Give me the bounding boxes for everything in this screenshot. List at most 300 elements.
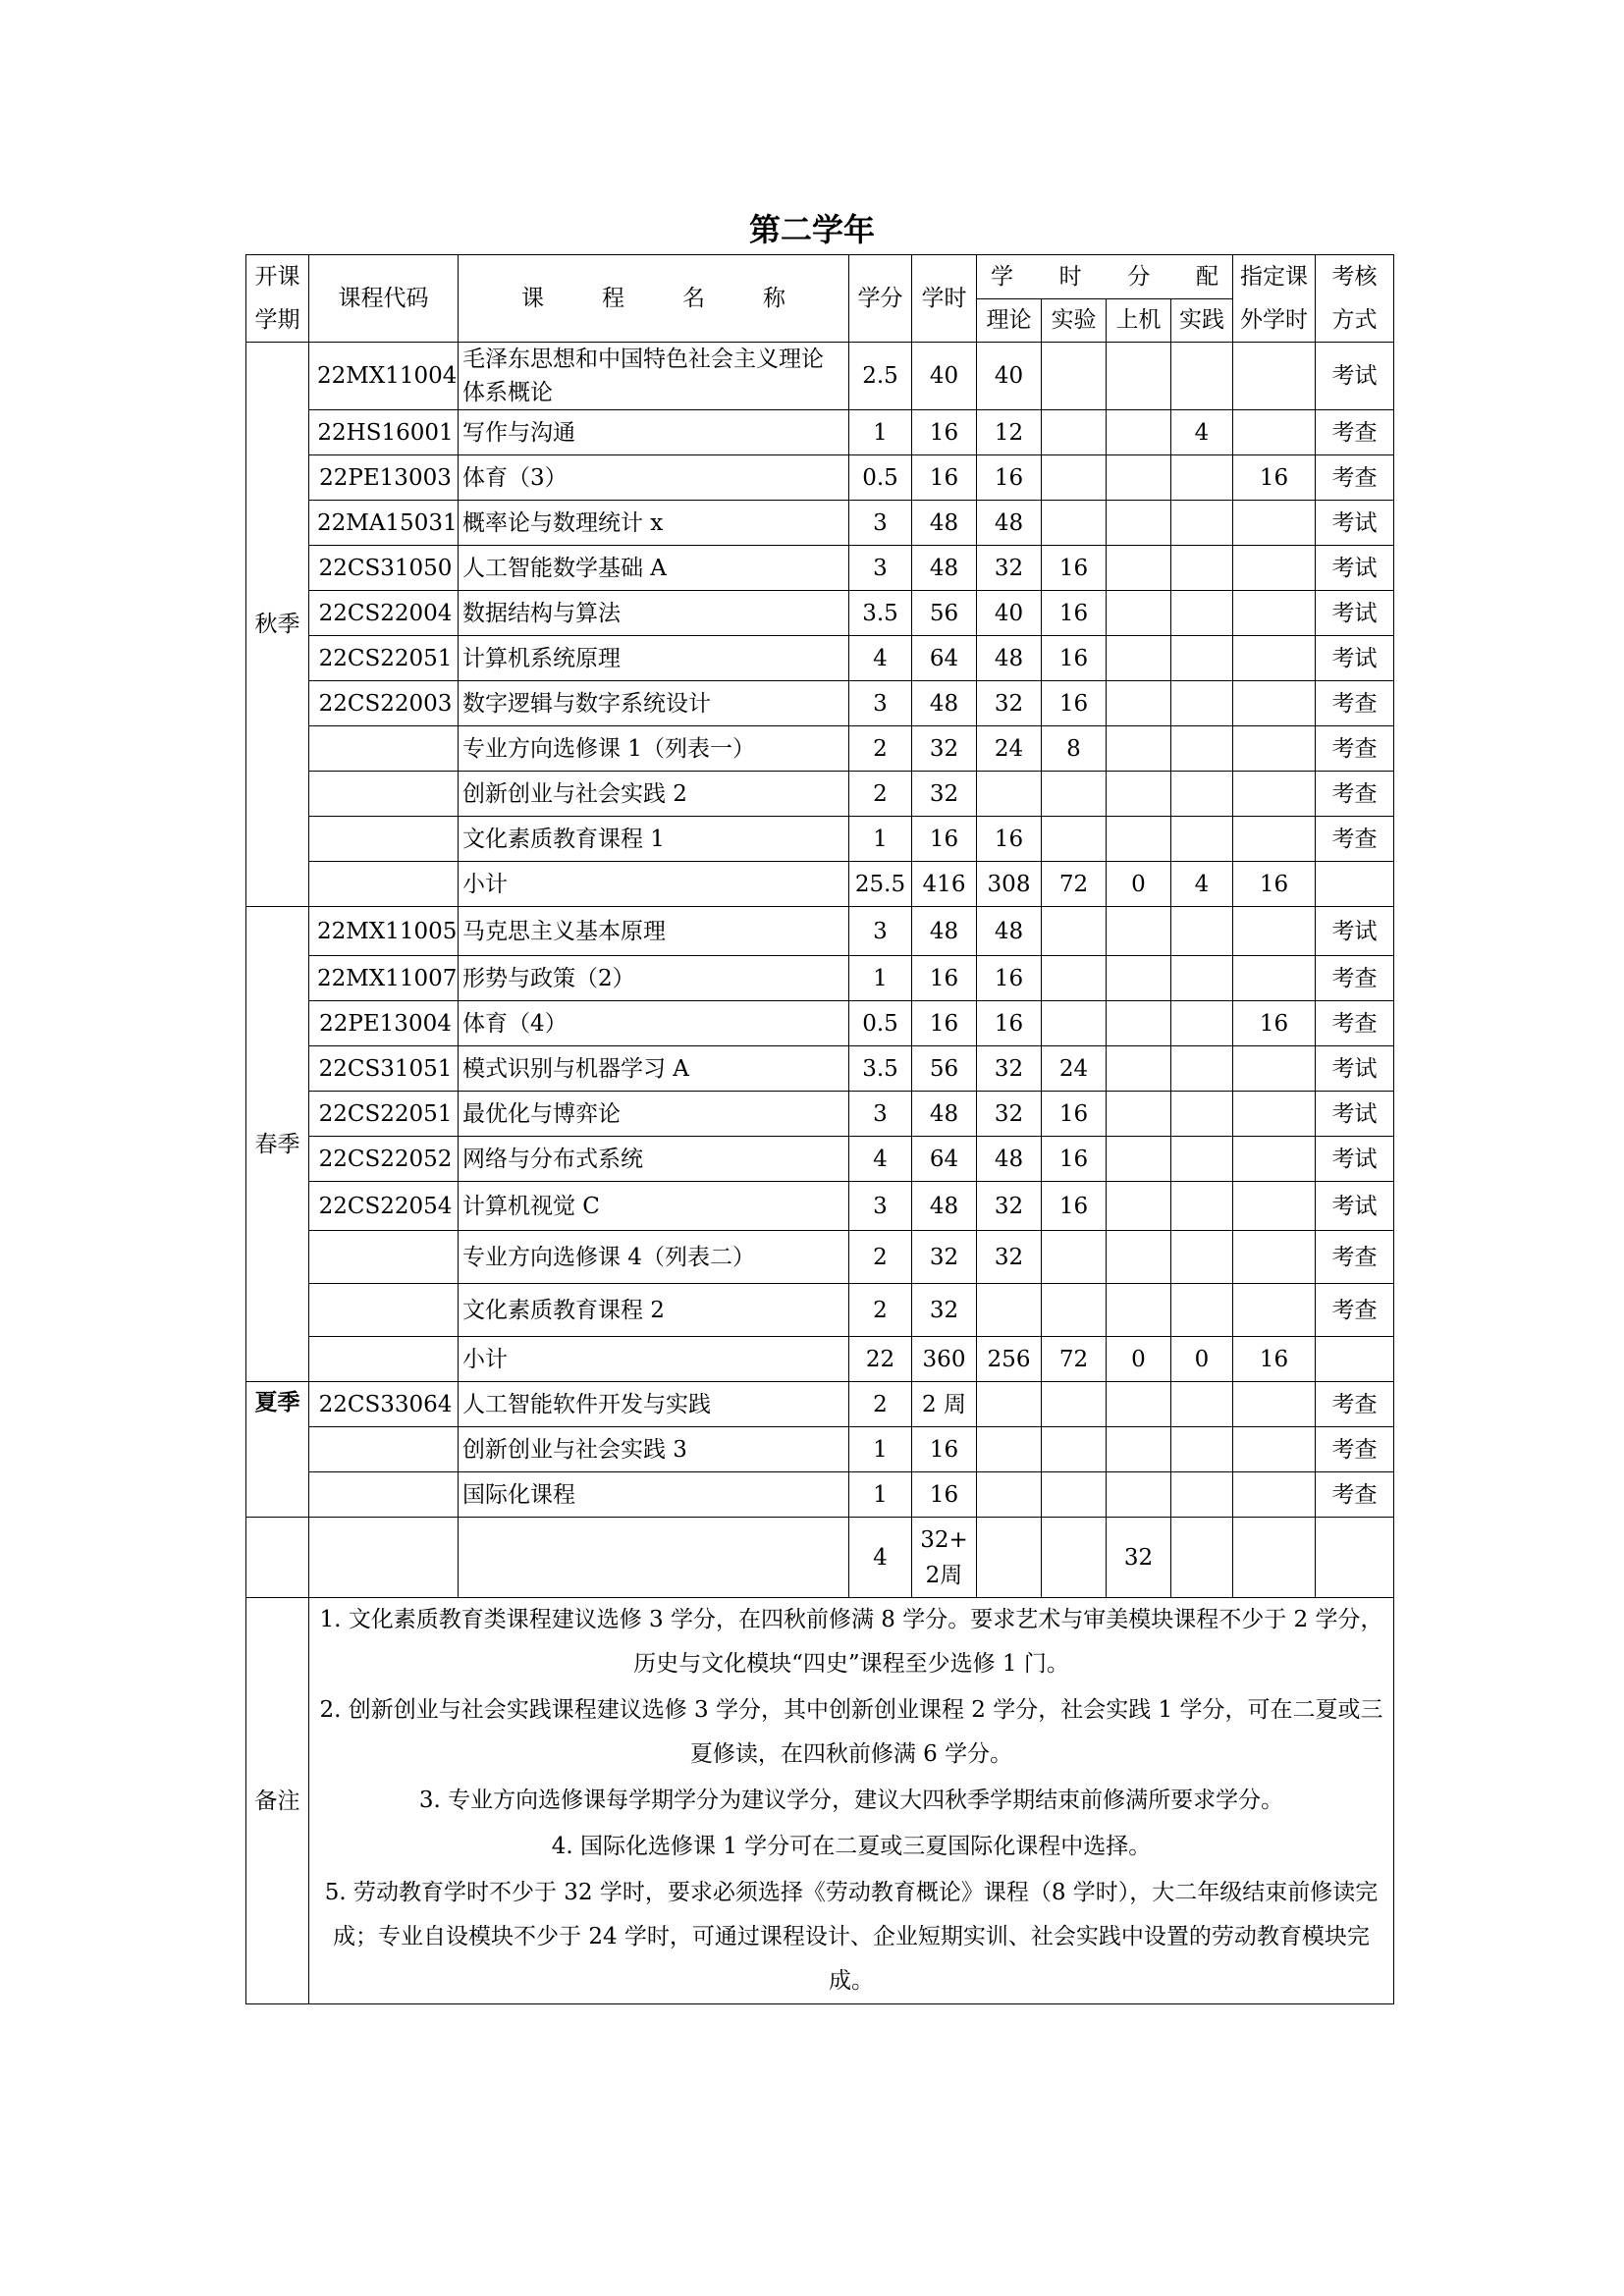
spring-semester-label: 春季 (246, 907, 309, 1382)
cell-computer (1107, 1427, 1171, 1472)
cell-name: 专业方向选修课 4（列表二） (459, 1231, 849, 1284)
cell-credit: 3.5 (849, 1046, 912, 1092)
autumn-row (246, 862, 1394, 907)
autumn-row (246, 455, 1394, 501)
cell-practice (1171, 817, 1233, 862)
cell-exam: 考查 (1316, 1284, 1394, 1337)
cell-exam: 考试 (1316, 343, 1394, 410)
total-code (309, 1518, 459, 1598)
cell-exam: 考查 (1316, 1472, 1394, 1518)
cell-extra (1233, 636, 1316, 681)
cell-hours: 360 (912, 1337, 977, 1382)
total-row (246, 1518, 1394, 1598)
cell-lab: 8 (1042, 726, 1107, 772)
summer-semester-label: 夏季 (246, 1382, 309, 1518)
cell-hours: 64 (912, 636, 977, 681)
spring-row (246, 1046, 1394, 1092)
cell-credit: 4 (849, 636, 912, 681)
cell-computer (1107, 455, 1171, 501)
cell-extra (1233, 1046, 1316, 1092)
cell-theory: 16 (977, 1001, 1042, 1046)
header-theory: 理论 (977, 298, 1042, 343)
cell-practice (1171, 1231, 1233, 1284)
cell-hours: 16 (912, 956, 977, 1001)
notes-body (309, 1598, 1394, 2004)
cell-computer (1107, 1231, 1171, 1284)
cell-computer (1107, 636, 1171, 681)
cell-name: 专业方向选修课 1（列表一） (459, 726, 849, 772)
cell-credit: 3 (849, 501, 912, 546)
cell-credit: 2 (849, 772, 912, 817)
cell-code (309, 817, 459, 862)
cell-theory: 16 (977, 956, 1042, 1001)
cell-lab: 24 (1042, 1046, 1107, 1092)
cell-name: 小计 (459, 1337, 849, 1382)
summer-row (246, 1382, 1394, 1427)
cell-hours: 48 (912, 501, 977, 546)
cell-computer (1107, 956, 1171, 1001)
total-practice (1171, 1518, 1233, 1598)
cell-computer (1107, 1137, 1171, 1182)
cell-hours: 16 (912, 1472, 977, 1518)
cell-code: 22CS22003 (309, 681, 459, 726)
cell-lab (1042, 410, 1107, 455)
cell-credit: 0.5 (849, 1001, 912, 1046)
cell-theory: 12 (977, 410, 1042, 455)
cell-hours: 48 (912, 546, 977, 591)
cell-lab (1042, 907, 1107, 956)
cell-exam (1316, 1337, 1394, 1382)
header-lab: 实验 (1042, 298, 1107, 343)
cell-hours: 32 (912, 726, 977, 772)
cell-credit: 1 (849, 1427, 912, 1472)
header-dist-char: 时 (1058, 263, 1082, 290)
cell-code: 22CS22051 (309, 636, 459, 681)
cell-theory: 32 (977, 1092, 1042, 1137)
cell-theory: 40 (977, 343, 1042, 410)
page-title: 第二学年 (748, 211, 875, 248)
cell-computer (1107, 1472, 1171, 1518)
cell-practice (1171, 772, 1233, 817)
cell-name: 网络与分布式系统 (459, 1137, 849, 1182)
cell-computer (1107, 1092, 1171, 1137)
cell-practice (1171, 956, 1233, 1001)
cell-name: 马克思主义基本原理 (459, 907, 849, 956)
spring-row (246, 1137, 1394, 1182)
cell-extra (1233, 1382, 1316, 1427)
header-credit: 学分 (849, 255, 912, 343)
autumn-row (246, 636, 1394, 681)
cell-exam: 考试 (1316, 501, 1394, 546)
cell-hours: 48 (912, 681, 977, 726)
cell-code: 22CS22051 (309, 1092, 459, 1137)
cell-code: 22CS31050 (309, 546, 459, 591)
cell-theory: 308 (977, 862, 1042, 907)
cell-extra (1233, 410, 1316, 455)
cell-exam: 考查 (1316, 726, 1394, 772)
autumn-semester-label: 秋季 (246, 343, 309, 907)
cell-practice (1171, 591, 1233, 636)
cell-practice (1171, 1001, 1233, 1046)
cell-computer (1107, 907, 1171, 956)
cell-practice (1171, 343, 1233, 410)
cell-exam (1316, 862, 1394, 907)
cell-credit: 2 (849, 726, 912, 772)
autumn-row (246, 591, 1394, 636)
cell-hours: 16 (912, 817, 977, 862)
cell-exam: 考查 (1316, 772, 1394, 817)
header-name (459, 255, 849, 343)
autumn-row (246, 726, 1394, 772)
cell-extra (1233, 546, 1316, 591)
cell-practice (1171, 681, 1233, 726)
cell-code (309, 1472, 459, 1518)
header-dist-char: 配 (1195, 263, 1218, 290)
cell-name: 写作与沟通 (459, 410, 849, 455)
cell-practice: 4 (1171, 410, 1233, 455)
cell-credit: 1 (849, 956, 912, 1001)
cell-hours: 32 (912, 772, 977, 817)
cell-theory: 40 (977, 591, 1042, 636)
cell-extra: 16 (1233, 1337, 1316, 1382)
cell-extra (1233, 907, 1316, 956)
total-computer: 32 (1107, 1518, 1171, 1598)
header-exam: 考核方式 (1316, 255, 1394, 343)
cell-practice (1171, 501, 1233, 546)
cell-theory: 16 (977, 455, 1042, 501)
cell-lab: 16 (1042, 1137, 1107, 1182)
cell-hours: 40 (912, 343, 977, 410)
cell-exam: 考查 (1316, 410, 1394, 455)
cell-code (309, 1337, 459, 1382)
spring-row (246, 907, 1394, 956)
course-table (245, 254, 1394, 2004)
cell-code: 22MX11007 (309, 956, 459, 1001)
cell-theory: 24 (977, 726, 1042, 772)
cell-credit: 2 (849, 1284, 912, 1337)
cell-theory: 32 (977, 1046, 1042, 1092)
cell-code: 22MX11005 (309, 907, 459, 956)
cell-credit: 3.5 (849, 591, 912, 636)
cell-computer (1107, 1382, 1171, 1427)
cell-code: 22PE13003 (309, 455, 459, 501)
cell-extra: 16 (1233, 455, 1316, 501)
cell-hours: 16 (912, 1001, 977, 1046)
cell-extra: 16 (1233, 862, 1316, 907)
spring-row (246, 1284, 1394, 1337)
cell-code: 22CS31051 (309, 1046, 459, 1092)
header-hours: 学时 (912, 255, 977, 343)
cell-lab: 16 (1042, 636, 1107, 681)
cell-exam: 考查 (1316, 1001, 1394, 1046)
cell-credit: 2 (849, 1382, 912, 1427)
cell-code: 22MX11004 (309, 343, 459, 410)
note-item: 3. 专业方向选修课每学期学分为建议学分，建议大四秋季学期结束前修满所要求学分。 (418, 1788, 1284, 1813)
cell-extra (1233, 817, 1316, 862)
autumn-row (246, 772, 1394, 817)
spring-row (246, 1337, 1394, 1382)
cell-practice (1171, 1427, 1233, 1472)
cell-credit: 1 (849, 1472, 912, 1518)
cell-name: 创新创业与社会实践 3 (459, 1427, 849, 1472)
cell-hours: 56 (912, 1046, 977, 1092)
cell-credit: 4 (849, 1137, 912, 1182)
cell-credit: 1 (849, 410, 912, 455)
cell-theory (977, 1427, 1042, 1472)
total-extra (1233, 1518, 1316, 1598)
cell-name: 人工智能数学基础 A (459, 546, 849, 591)
cell-credit: 2.5 (849, 343, 912, 410)
cell-theory: 32 (977, 681, 1042, 726)
header-name-char: 程 (602, 286, 624, 311)
cell-theory: 32 (977, 1231, 1042, 1284)
cell-lab: 72 (1042, 1337, 1107, 1382)
cell-lab (1042, 343, 1107, 410)
cell-credit: 0.5 (849, 455, 912, 501)
cell-hours: 16 (912, 455, 977, 501)
cell-practice (1171, 636, 1233, 681)
cell-exam: 考查 (1316, 455, 1394, 501)
cell-practice (1171, 1182, 1233, 1231)
cell-name: 最优化与博弈论 (459, 1092, 849, 1137)
cell-practice (1171, 546, 1233, 591)
cell-theory: 48 (977, 636, 1042, 681)
cell-code (309, 772, 459, 817)
cell-name: 概率论与数理统计 x (459, 501, 849, 546)
total-semester (246, 1518, 309, 1598)
cell-theory (977, 772, 1042, 817)
total-theory (977, 1518, 1042, 1598)
cell-exam: 考试 (1316, 546, 1394, 591)
cell-computer (1107, 681, 1171, 726)
cell-theory (977, 1382, 1042, 1427)
cell-practice: 4 (1171, 862, 1233, 907)
spring-row (246, 1231, 1394, 1284)
header-dist-char: 分 (1127, 263, 1151, 290)
cell-lab (1042, 1382, 1107, 1427)
cell-hours: 16 (912, 1427, 977, 1472)
cell-lab (1042, 1284, 1107, 1337)
autumn-row (246, 501, 1394, 546)
cell-credit: 3 (849, 546, 912, 591)
cell-practice (1171, 1092, 1233, 1137)
autumn-row (246, 546, 1394, 591)
notes-label: 备注 (246, 1598, 309, 2004)
cell-computer (1107, 410, 1171, 455)
total-lab (1042, 1518, 1107, 1598)
cell-code: 22HS16001 (309, 410, 459, 455)
cell-exam: 考查 (1316, 1382, 1394, 1427)
cell-name: 毛泽东思想和中国特色社会主义理论体系概论 (459, 343, 849, 410)
header-name-char: 称 (763, 286, 785, 311)
total-exam (1316, 1518, 1394, 1598)
cell-name: 体育（4） (459, 1001, 849, 1046)
cell-practice (1171, 1284, 1233, 1337)
cell-extra (1233, 591, 1316, 636)
note-item: 4. 国际化选修课 1 学分可在二夏或三夏国际化课程中选择。 (551, 1834, 1152, 1859)
cell-practice: 0 (1171, 1337, 1233, 1382)
cell-practice (1171, 1472, 1233, 1518)
cell-code: 22CS22054 (309, 1182, 459, 1231)
cell-exam: 考试 (1316, 1092, 1394, 1137)
cell-name: 文化素质教育课程 1 (459, 817, 849, 862)
cell-exam: 考试 (1316, 1046, 1394, 1092)
cell-lab: 16 (1042, 546, 1107, 591)
cell-lab (1042, 817, 1107, 862)
header-practice: 实践 (1171, 298, 1233, 343)
cell-practice (1171, 726, 1233, 772)
cell-credit: 25.5 (849, 862, 912, 907)
cell-extra (1233, 1427, 1316, 1472)
total-credit: 4 (849, 1518, 912, 1598)
cell-lab (1042, 1472, 1107, 1518)
spring-row (246, 956, 1394, 1001)
cell-exam: 考试 (1316, 591, 1394, 636)
cell-code (309, 862, 459, 907)
summer-row (246, 1472, 1394, 1518)
header-dist-char: 学 (991, 263, 1013, 290)
autumn-row (246, 410, 1394, 455)
cell-theory (977, 1472, 1042, 1518)
cell-computer (1107, 1046, 1171, 1092)
note-item: 2. 创新创业与社会实践课程建议选修 3 学分，其中创新创业课程 2 学分，社会实践 1 学分，可在二夏或三夏修读，在四秋前修满 6 学分。 (319, 1697, 1383, 1767)
cell-exam: 考查 (1316, 956, 1394, 1001)
summer-row (246, 1427, 1394, 1472)
cell-extra (1233, 1092, 1316, 1137)
cell-name: 国际化课程 (459, 1472, 849, 1518)
cell-lab: 16 (1042, 1182, 1107, 1231)
cell-code: 22CS22052 (309, 1137, 459, 1182)
cell-code (309, 1427, 459, 1472)
cell-extra (1233, 681, 1316, 726)
cell-lab: 16 (1042, 681, 1107, 726)
header-extra: 指定课外学时 (1233, 255, 1316, 343)
cell-name: 体育（3） (459, 455, 849, 501)
cell-computer (1107, 1284, 1171, 1337)
cell-extra (1233, 1231, 1316, 1284)
cell-exam: 考试 (1316, 1137, 1394, 1182)
cell-credit: 3 (849, 1092, 912, 1137)
cell-exam: 考试 (1316, 636, 1394, 681)
cell-computer: 0 (1107, 862, 1171, 907)
cell-computer (1107, 817, 1171, 862)
cell-exam: 考查 (1316, 1427, 1394, 1472)
cell-code: 22CS22004 (309, 591, 459, 636)
cell-computer (1107, 546, 1171, 591)
cell-name: 数字逻辑与数字系统设计 (459, 681, 849, 726)
cell-extra: 16 (1233, 1001, 1316, 1046)
notes-row (246, 1598, 1394, 2004)
cell-hours: 48 (912, 1182, 977, 1231)
cell-computer (1107, 1182, 1171, 1231)
cell-extra (1233, 956, 1316, 1001)
autumn-row (246, 343, 1394, 410)
cell-practice (1171, 1382, 1233, 1427)
cell-name: 形势与政策（2） (459, 956, 849, 1001)
total-hours: 32+2周 (912, 1518, 977, 1598)
cell-practice (1171, 1046, 1233, 1092)
total-name (459, 1518, 849, 1598)
cell-computer (1107, 726, 1171, 772)
header-semester: 开课学期 (246, 255, 309, 343)
cell-computer (1107, 591, 1171, 636)
cell-computer (1107, 343, 1171, 410)
cell-name: 计算机系统原理 (459, 636, 849, 681)
cell-credit: 2 (849, 1231, 912, 1284)
cell-extra (1233, 1137, 1316, 1182)
cell-lab (1042, 772, 1107, 817)
cell-extra (1233, 772, 1316, 817)
cell-hours: 32 (912, 1231, 977, 1284)
cell-computer (1107, 772, 1171, 817)
cell-lab (1042, 1001, 1107, 1046)
cell-hours: 2 周 (912, 1382, 977, 1427)
cell-practice (1171, 907, 1233, 956)
cell-exam: 考试 (1316, 1182, 1394, 1231)
cell-name: 创新创业与社会实践 2 (459, 772, 849, 817)
cell-exam: 考试 (1316, 907, 1394, 956)
cell-hours: 48 (912, 1092, 977, 1137)
cell-theory: 32 (977, 1182, 1042, 1231)
cell-code (309, 1284, 459, 1337)
cell-name: 人工智能软件开发与实践 (459, 1382, 849, 1427)
cell-theory: 48 (977, 501, 1042, 546)
cell-extra (1233, 501, 1316, 546)
cell-code: 22PE13004 (309, 1001, 459, 1046)
cell-lab (1042, 455, 1107, 501)
cell-code: 22CS33064 (309, 1382, 459, 1427)
cell-hours: 48 (912, 907, 977, 956)
cell-credit: 3 (849, 681, 912, 726)
cell-code (309, 726, 459, 772)
cell-name: 计算机视觉 C (459, 1182, 849, 1231)
cell-name: 数据结构与算法 (459, 591, 849, 636)
cell-lab (1042, 1231, 1107, 1284)
header-code: 课程代码 (309, 255, 459, 343)
cell-exam: 考查 (1316, 817, 1394, 862)
cell-hours: 32 (912, 1284, 977, 1337)
cell-credit: 22 (849, 1337, 912, 1382)
spring-row (246, 1001, 1394, 1046)
cell-extra (1233, 1284, 1316, 1337)
cell-lab: 72 (1042, 862, 1107, 907)
cell-code (309, 1231, 459, 1284)
cell-theory: 16 (977, 817, 1042, 862)
cell-theory: 256 (977, 1337, 1042, 1382)
note-item: 5. 劳动教育学时不少于 32 学时，要求必须选择《劳动教育概论》课程（8 学时），大二年级结束前修读完成；专业自设模块不少于 24 学时，可通过课程设计、企业短期实训、社会实践中设置的劳动教育模块完成。 (324, 1880, 1379, 1994)
cell-exam: 考查 (1316, 1231, 1394, 1284)
cell-name: 文化素质教育课程 2 (459, 1284, 849, 1337)
cell-lab: 16 (1042, 1092, 1107, 1137)
cell-practice (1171, 1137, 1233, 1182)
cell-name: 小计 (459, 862, 849, 907)
cell-computer (1107, 1001, 1171, 1046)
cell-extra (1233, 1182, 1316, 1231)
cell-lab (1042, 1427, 1107, 1472)
cell-extra (1233, 343, 1316, 410)
cell-theory: 32 (977, 546, 1042, 591)
cell-theory: 48 (977, 1137, 1042, 1182)
header-distribution (977, 255, 1233, 299)
spring-row (246, 1092, 1394, 1137)
cell-code: 22MA15031 (309, 501, 459, 546)
header-row-1 (246, 255, 1394, 299)
cell-hours: 16 (912, 410, 977, 455)
cell-extra (1233, 726, 1316, 772)
cell-lab (1042, 501, 1107, 546)
cell-hours: 56 (912, 591, 977, 636)
cell-theory: 48 (977, 907, 1042, 956)
